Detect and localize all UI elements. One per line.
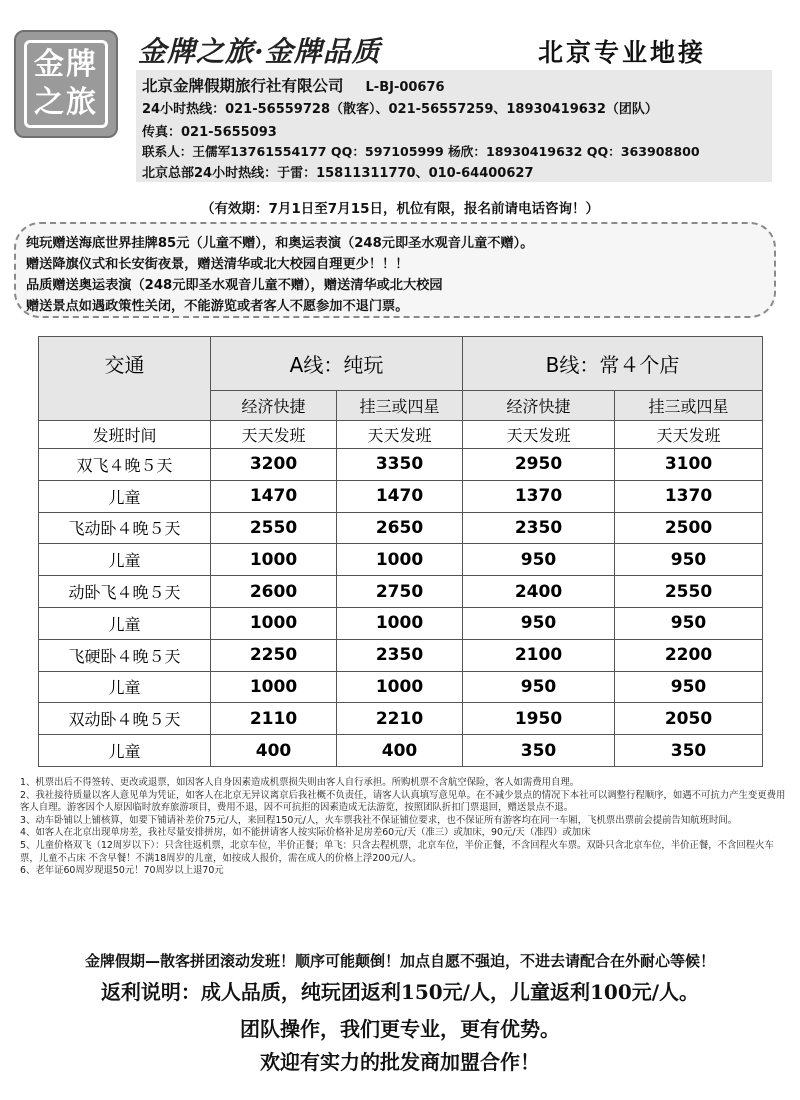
price-cell: 2550 [615,576,763,608]
note-item: 5、儿童价格双飞（12周岁以下）：只含往返机票，北京车位，半价正餐；单飞：只含去程机票，北京车位，半价正餐，不含回程火车票。双卧只含北京车位，半价正餐，不含回程火车票，儿童不占床 不含早餐！不满18周岁的儿童，如按成人报价，需在成人的价格上浮200元/人。 [20,839,774,864]
company-logo [14,30,118,138]
route-cell: 飞硬卧４晚５天 [39,639,211,671]
route-cell: 儿童 [39,671,211,703]
price-row [39,512,763,544]
price-row [39,639,763,671]
price-cell: 3200 [211,449,337,481]
terms-notes [20,777,790,878]
line-b-header: B线：常４个店 [463,337,763,391]
logo-text-top: 金牌 [34,47,98,82]
price-row [39,449,763,481]
promo-line: 赠送景点如遇政策性关闭，不能游览或者客人不愿参加不退门票。 [26,299,409,314]
validity-notice: （有效期：7月1日至7月15日，机位有限，报名前请电话咨询！） [201,201,599,217]
price-cell: 350 [615,735,763,767]
logo-mark [24,40,108,128]
partner-banner: 欢迎有实力的批发商加盟合作！ [260,1050,540,1074]
price-cell: 2110 [211,703,337,735]
price-cell: 950 [463,607,615,639]
promo-line: 纯玩赠送海底世界挂牌85元（儿童不赠），和奥运表演（248元即圣水观音儿童不赠）。 [26,236,534,251]
depart-value: 天天发班 [211,421,337,449]
price-cell: 3100 [615,449,763,481]
slogan-left: 金牌之旅·金牌品质 [138,35,381,68]
rebate-banner: 返利说明：成人品质，纯玩团返利150元/人，儿童返利100元/人。 [100,980,700,1004]
line-a-header: A线：纯玩 [211,337,463,391]
price-cell: 950 [463,544,615,576]
price-cell: 2950 [463,449,615,481]
route-cell: 飞动卧４晚５天 [39,512,211,544]
price-row [39,544,763,576]
price-cell: 2600 [211,576,337,608]
transport-header: 交通 [39,337,211,391]
price-rows [39,449,763,767]
price-row [39,703,763,735]
promo-line: 品质赠送奥运表演（248元即圣水观音儿童不赠），赠送清华或北大校园 [26,278,443,293]
price-cell: 2400 [463,576,615,608]
sub-header: 经济快捷 [211,391,337,421]
price-cell: 950 [615,671,763,703]
price-table [38,336,763,767]
price-cell: 350 [463,735,615,767]
price-cell: 2050 [615,703,763,735]
price-cell: 1950 [463,703,615,735]
price-row [39,480,763,512]
promo-line: 赠送降旗仪式和长安街夜景，赠送清华或北大校园自理更少！！！ [26,257,409,272]
price-cell: 2550 [211,512,337,544]
note-item: 4、如客人在北京出现单房差，我社尽量安排拼房，如不能拼请客人按实际价格补足房差60元/天（准三）或加床，90元/天（准四）或加床 [20,827,591,839]
price-cell: 2200 [615,639,763,671]
company-name: 北京金牌假期旅行社有限公司 [142,77,344,95]
scheduling-banner: 金牌假期—散客拼团滚动发班！顺序可能颠倒！加点自愿不强迫，不进去请配合在外耐心等候！ [84,952,715,970]
route-cell: 儿童 [39,480,211,512]
contacts-text: 联系人：王儒军13761554177 QQ：597105999 杨欣：18930419632 QQ：363908800 [142,144,700,159]
beijing-hotline-text: 北京总部24小时热线：于雷：15811311770、010-64400627 [142,166,534,181]
depart-value: 天天发班 [463,421,615,449]
price-cell: 2250 [211,639,337,671]
transport-header-blank [39,391,211,421]
note-item: 2、我社接待质量以客人意见单为凭证，如客人在北京无异议离京后我社概不负责任，请客人认真填写意见单。在不减少景点的情况下本社可以调整行程顺序，如遇不可抗力产生变更费用客人自理。游客因个人原因临时放弃旅游项目，费用不退，因不可抗拒的因素造成无法游览，按照团队折扣门票退回，赠送景点不退。 [20,789,786,814]
price-row [39,607,763,639]
price-cell: 3350 [337,449,463,481]
route-cell: 儿童 [39,607,211,639]
sub-header: 经济快捷 [463,391,615,421]
price-cell: 1370 [615,480,763,512]
price-cell: 1470 [211,480,337,512]
route-cell: 儿童 [39,735,211,767]
price-cell: 2500 [615,512,763,544]
price-cell: 2650 [337,512,463,544]
price-cell: 2350 [463,512,615,544]
depart-label: 发班时间 [39,421,211,449]
sub-header: 挂三或四星 [337,391,463,421]
price-cell: 2750 [337,576,463,608]
price-cell: 950 [615,607,763,639]
price-row [39,735,763,767]
depart-value: 天天发班 [337,421,463,449]
price-cell: 2100 [463,639,615,671]
price-cell: 2210 [337,703,463,735]
price-cell: 950 [615,544,763,576]
price-cell: 400 [337,735,463,767]
slogan-right: 北京专业地接 [538,38,707,67]
price-cell: 1470 [337,480,463,512]
price-cell: 950 [463,671,615,703]
price-cell: 1370 [463,480,615,512]
price-cell: 1000 [337,544,463,576]
price-cell: 2350 [337,639,463,671]
team-banner: 团队操作，我们更专业，更有优势。 [240,1017,560,1041]
price-cell: 1000 [211,671,337,703]
route-cell: 双动卧４晚５天 [39,703,211,735]
note-item: 1、机票出后不得签转、更改或退票，如因客人自身因素造成机票损失则由客人自行承担。所购机票不含航空保险，客人如需费用自理。 [20,777,580,788]
route-cell: 双飞４晚５天 [39,449,211,481]
hotline-text: 24小时热线：021-56559728（散客）、021-56557259、18930419632（团队） [142,102,658,117]
price-cell: 1000 [211,607,337,639]
price-cell: 1000 [211,544,337,576]
note-item: 3、动车卧铺以上铺核算，如要下铺请补差价75元/人，来回程150元/人，火车票我社不保证铺位要求，也不保证所有游客均在同一车厢，飞机票出票前会提前告知航班时间。 [20,814,738,826]
price-cell: 1000 [337,671,463,703]
logo-text-bottom: 之旅 [34,85,98,120]
fax-text: 传真：021-5655093 [142,125,277,140]
price-row [39,671,763,703]
sub-header: 挂三或四星 [615,391,763,421]
route-cell: 动卧飞４晚５天 [39,576,211,608]
price-cell: 400 [211,735,337,767]
license-number: L-BJ-00676 [365,80,445,95]
note-item: 6、老年证60周岁现退50元！70周岁以上退70元 [20,865,224,877]
company-name-line [142,74,445,96]
price-cell: 1000 [337,607,463,639]
price-row [39,576,763,608]
route-cell: 儿童 [39,544,211,576]
depart-value: 天天发班 [615,421,763,449]
